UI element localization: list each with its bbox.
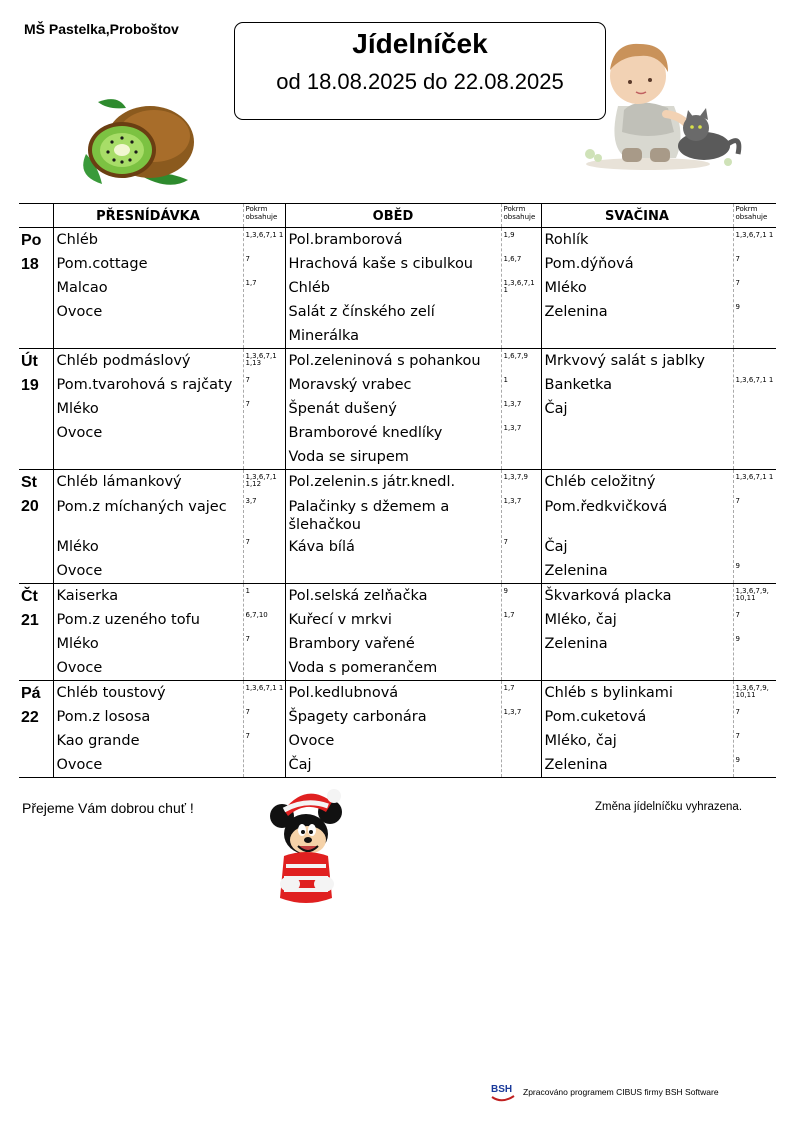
lunch-cell bbox=[285, 470, 501, 584]
allergen-codes: 9 bbox=[503, 587, 508, 595]
snack-cell bbox=[541, 349, 733, 470]
lunch-cell bbox=[285, 349, 501, 470]
allergen-codes bbox=[244, 656, 285, 680]
day-header bbox=[19, 204, 53, 228]
breakfast-header: PŘESNÍDÁVKA bbox=[53, 204, 243, 228]
menu-item: Hrachová kaše s cibulkou bbox=[288, 256, 473, 272]
menu-item: Pol.bramborová bbox=[288, 232, 403, 248]
menu-item: Mléko bbox=[56, 636, 99, 652]
day-row-tuesday bbox=[19, 349, 776, 470]
allergen-codes bbox=[734, 397, 777, 421]
menu-item: Pom.cottage bbox=[56, 256, 148, 272]
menu-item: Ovoce bbox=[56, 563, 103, 579]
change-notice: Změna jídelníčku vyhrazena. bbox=[595, 801, 743, 813]
allergen-codes: 9 bbox=[735, 756, 740, 764]
day-row-friday bbox=[19, 681, 776, 778]
menu-item: Voda se sirupem bbox=[288, 449, 409, 465]
menu-item: Chléb bbox=[56, 232, 98, 248]
menu-item: Káva bílá bbox=[288, 539, 355, 555]
breakfast-cell bbox=[53, 470, 243, 584]
allergen-codes: 7 bbox=[245, 635, 250, 643]
menu-item: Pol.zelenin.s játr.knedl. bbox=[288, 474, 456, 490]
day-label bbox=[19, 349, 53, 470]
day-date: 20 bbox=[21, 498, 39, 515]
day-name: Čt bbox=[21, 588, 38, 605]
menu-item: Chléb bbox=[288, 280, 330, 296]
day-row-monday bbox=[19, 228, 776, 349]
allergen-codes bbox=[244, 559, 285, 583]
menu-item: Salát z čínského zelí bbox=[288, 304, 435, 320]
menu-item: Ovoce bbox=[56, 757, 103, 773]
allergen-codes: 1,3,6,7,1 1 bbox=[245, 684, 284, 692]
allergen-codes bbox=[244, 300, 285, 324]
menu-item: Zelenina bbox=[544, 563, 608, 579]
greeting-text: Přejeme Vám dobrou chuť ! bbox=[22, 800, 194, 816]
menu-item: Minerálka bbox=[288, 328, 360, 344]
day-label bbox=[19, 584, 53, 681]
menu-item: Chléb celožitný bbox=[544, 474, 656, 490]
menu-item: Mléko, čaj bbox=[544, 733, 617, 749]
menu-item: Voda s pomerančem bbox=[288, 660, 438, 676]
allergen-codes: 1,3,7 bbox=[503, 497, 522, 505]
menu-item: Palačinky s džemem a šlehačkou bbox=[288, 499, 450, 533]
day-name: Út bbox=[21, 353, 38, 370]
allergen-codes: 1,7 bbox=[503, 611, 515, 619]
menu-item: Pom.z uzeného tofu bbox=[56, 612, 200, 628]
menu-item: Ovoce bbox=[56, 425, 103, 441]
bsh-logo-text: BSH bbox=[491, 1084, 513, 1095]
allergen-codes: 1,3,6,7,1 1,12 bbox=[245, 473, 277, 488]
allergen-codes: 9 bbox=[735, 562, 740, 570]
menu-item: Chléb s bylinkami bbox=[544, 685, 673, 701]
girl-with-kitten-illustration bbox=[578, 36, 746, 172]
allergen-codes: 1,3,7 bbox=[503, 424, 522, 432]
menu-item: Moravský vrabec bbox=[288, 377, 412, 393]
menu-item: Pol.selská zelňačka bbox=[288, 588, 428, 604]
allergen-codes: 1,3,6,7,1 1 bbox=[735, 376, 774, 384]
allergen-codes: 1,3,6,7,1 1 bbox=[245, 231, 284, 239]
lunch-allergens bbox=[501, 470, 541, 584]
snack-cell bbox=[541, 228, 733, 349]
allergen-codes: 9 bbox=[735, 303, 740, 311]
allergen-codes: 7 bbox=[503, 538, 508, 546]
menu-item: Zelenina bbox=[544, 636, 608, 652]
menu-item: Pom.tvarohová s rajčaty bbox=[56, 377, 233, 393]
allergen-codes: 1,7 bbox=[245, 279, 257, 287]
breakfast-allergens bbox=[243, 349, 285, 470]
menu-item: Čaj bbox=[288, 757, 312, 773]
menu-item: Ovoce bbox=[56, 304, 103, 320]
breakfast-allergens bbox=[243, 584, 285, 681]
breakfast-cell bbox=[53, 228, 243, 349]
lunch-allergens bbox=[501, 584, 541, 681]
allergen-codes: 7 bbox=[245, 376, 250, 384]
menu-item: Kao grande bbox=[56, 733, 140, 749]
breakfast-allergens bbox=[243, 681, 285, 778]
menu-item: Pom.z lososa bbox=[56, 709, 151, 725]
menu-header bbox=[19, 204, 776, 228]
day-label bbox=[19, 470, 53, 584]
menu-item: Ovoce bbox=[288, 733, 335, 749]
breakfast-cell bbox=[53, 349, 243, 470]
allergen-codes: 7 bbox=[245, 400, 250, 408]
menu-item: Zelenina bbox=[544, 304, 608, 320]
day-row-thursday bbox=[19, 584, 776, 681]
day-label bbox=[19, 681, 53, 778]
mickey-mouse-illustration bbox=[266, 786, 346, 910]
day-date: 19 bbox=[21, 377, 39, 394]
menu-item: Chléb toustový bbox=[56, 685, 166, 701]
menu-item: Banketka bbox=[544, 377, 613, 393]
allergen-codes: 1,3,6,7,1 1 bbox=[735, 473, 774, 481]
allergen-codes: 7 bbox=[245, 255, 250, 263]
day-label bbox=[19, 228, 53, 349]
allergen-codes: 6,7,10 bbox=[245, 611, 268, 619]
day-row-wednesday bbox=[19, 470, 776, 584]
allergen-codes: 1,3,7,9 bbox=[503, 473, 528, 481]
snack-allergens bbox=[733, 470, 776, 584]
snack-allergens bbox=[733, 584, 776, 681]
allergen-codes: 7 bbox=[245, 708, 250, 716]
snack-cell bbox=[541, 681, 733, 778]
lunch-cell bbox=[285, 681, 501, 778]
menu-item: Brambory vařené bbox=[288, 636, 415, 652]
menu-item: Kuřecí v mrkvi bbox=[288, 612, 392, 628]
snack-header: SVAČINA bbox=[541, 204, 733, 228]
allergen-codes bbox=[244, 421, 285, 445]
allergen-codes: 1,3,7 bbox=[503, 708, 522, 716]
allergen-codes bbox=[244, 753, 285, 777]
allergen-codes bbox=[502, 656, 541, 680]
menu-item: Špagety carbonára bbox=[288, 709, 427, 725]
allergen-codes: 1,3,6,7,9, 10,11 bbox=[735, 684, 769, 699]
menu-item: Chléb podmáslový bbox=[56, 353, 191, 369]
allergen-codes: 7 bbox=[735, 497, 740, 505]
kiwi-illustration bbox=[78, 96, 198, 188]
allergen-header: Pokrm obsahuje bbox=[501, 204, 541, 228]
allergen-codes bbox=[502, 300, 541, 324]
allergen-codes: 3,7 bbox=[245, 497, 257, 505]
day-date: 21 bbox=[21, 612, 39, 629]
allergen-codes: 1,6,7,9 bbox=[503, 352, 528, 360]
menu-item: Bramborové knedlíky bbox=[288, 425, 443, 441]
menu-item: Mléko bbox=[56, 401, 99, 417]
allergen-codes: 1,3,6,7,1 1 bbox=[503, 279, 535, 294]
day-name: Po bbox=[21, 232, 42, 249]
allergen-codes bbox=[734, 349, 777, 373]
lunch-cell bbox=[285, 584, 501, 681]
allergen-codes bbox=[502, 324, 541, 348]
page-title: Jídelníček bbox=[352, 28, 488, 59]
allergen-codes bbox=[734, 535, 777, 559]
menu-item: Mrkvový salát s jablky bbox=[544, 353, 706, 369]
menu-item: Pom.ředkvičková bbox=[544, 499, 668, 515]
snack-cell bbox=[541, 470, 733, 584]
allergen-codes: 1 bbox=[245, 587, 250, 595]
menu-item: Mléko, čaj bbox=[544, 612, 617, 628]
allergen-codes bbox=[502, 753, 541, 777]
allergen-codes: 7 bbox=[735, 611, 740, 619]
allergen-codes: 1,3,6,7,1 1 bbox=[735, 231, 774, 239]
allergen-codes: 1 bbox=[503, 376, 508, 384]
menu-item: Kaiserka bbox=[56, 588, 119, 604]
allergen-codes bbox=[502, 729, 541, 753]
allergen-codes bbox=[502, 445, 541, 469]
lunch-header: OBĚD bbox=[285, 204, 501, 228]
allergen-codes: 7 bbox=[735, 279, 740, 287]
day-name: St bbox=[21, 474, 37, 491]
menu-item: Ovoce bbox=[56, 660, 103, 676]
menu-item: Pol.zeleninová s pohankou bbox=[288, 353, 481, 369]
allergen-codes: 7 bbox=[245, 538, 250, 546]
day-date: 18 bbox=[21, 256, 39, 273]
snack-cell bbox=[541, 584, 733, 681]
menu-item: Pom.dýňová bbox=[544, 256, 634, 272]
menu-item: Čaj bbox=[544, 401, 568, 417]
menu-item: Špenát dušený bbox=[288, 401, 397, 417]
software-credit: Zpracováno programem CIBUS firmy BSH Software bbox=[523, 1087, 719, 1097]
snack-allergens bbox=[733, 681, 776, 778]
bsh-software-logo bbox=[490, 1082, 516, 1104]
allergen-header: Pokrm obsahuje bbox=[243, 204, 285, 228]
allergen-codes: 1,6,7 bbox=[503, 255, 522, 263]
menu-item: Zelenina bbox=[544, 757, 608, 773]
allergen-codes: 1,3,7 bbox=[503, 400, 522, 408]
snack-allergens bbox=[733, 228, 776, 349]
menu-item: Rohlík bbox=[544, 232, 589, 248]
breakfast-allergens bbox=[243, 228, 285, 349]
date-range: od 18.08.2025 do 22.08.2025 bbox=[276, 69, 564, 94]
menu-item: Pom.z míchaných vajec bbox=[56, 499, 227, 515]
school-name: MŠ Pastelka,Proboštov bbox=[24, 21, 179, 37]
allergen-codes bbox=[502, 632, 541, 656]
allergen-header: Pokrm obsahuje bbox=[733, 204, 776, 228]
allergen-codes: 7 bbox=[735, 732, 740, 740]
allergen-codes: 7 bbox=[735, 708, 740, 716]
menu-item: Mléko bbox=[56, 539, 99, 555]
allergen-codes: 7 bbox=[245, 732, 250, 740]
allergen-codes: 9 bbox=[735, 635, 740, 643]
menu-item: Pom.cuketová bbox=[544, 709, 647, 725]
allergen-codes: 7 bbox=[735, 255, 740, 263]
menu-item: Pol.kedlubnová bbox=[288, 685, 399, 701]
lunch-allergens bbox=[501, 349, 541, 470]
allergen-codes: 1,9 bbox=[503, 231, 515, 239]
breakfast-cell bbox=[53, 681, 243, 778]
menu-item: Malcao bbox=[56, 280, 108, 296]
menu-item: Škvarková placka bbox=[544, 588, 672, 604]
lunch-cell bbox=[285, 228, 501, 349]
snack-allergens bbox=[733, 349, 776, 470]
menu-item: Čaj bbox=[544, 539, 568, 555]
allergen-codes: 1,3,6,7,1 1,13 bbox=[245, 352, 277, 367]
menu-item: Mléko bbox=[544, 280, 587, 296]
breakfast-cell bbox=[53, 584, 243, 681]
lunch-allergens bbox=[501, 681, 541, 778]
day-name: Pá bbox=[21, 685, 41, 702]
lunch-allergens bbox=[501, 228, 541, 349]
allergen-codes: 1,3,6,7,9, 10,11 bbox=[735, 587, 769, 602]
menu-table bbox=[19, 203, 776, 778]
day-date: 22 bbox=[21, 709, 39, 726]
allergen-codes: 1,7 bbox=[503, 684, 515, 692]
title-box bbox=[234, 22, 606, 120]
breakfast-allergens bbox=[243, 470, 285, 584]
menu-item: Chléb lámankový bbox=[56, 474, 182, 490]
